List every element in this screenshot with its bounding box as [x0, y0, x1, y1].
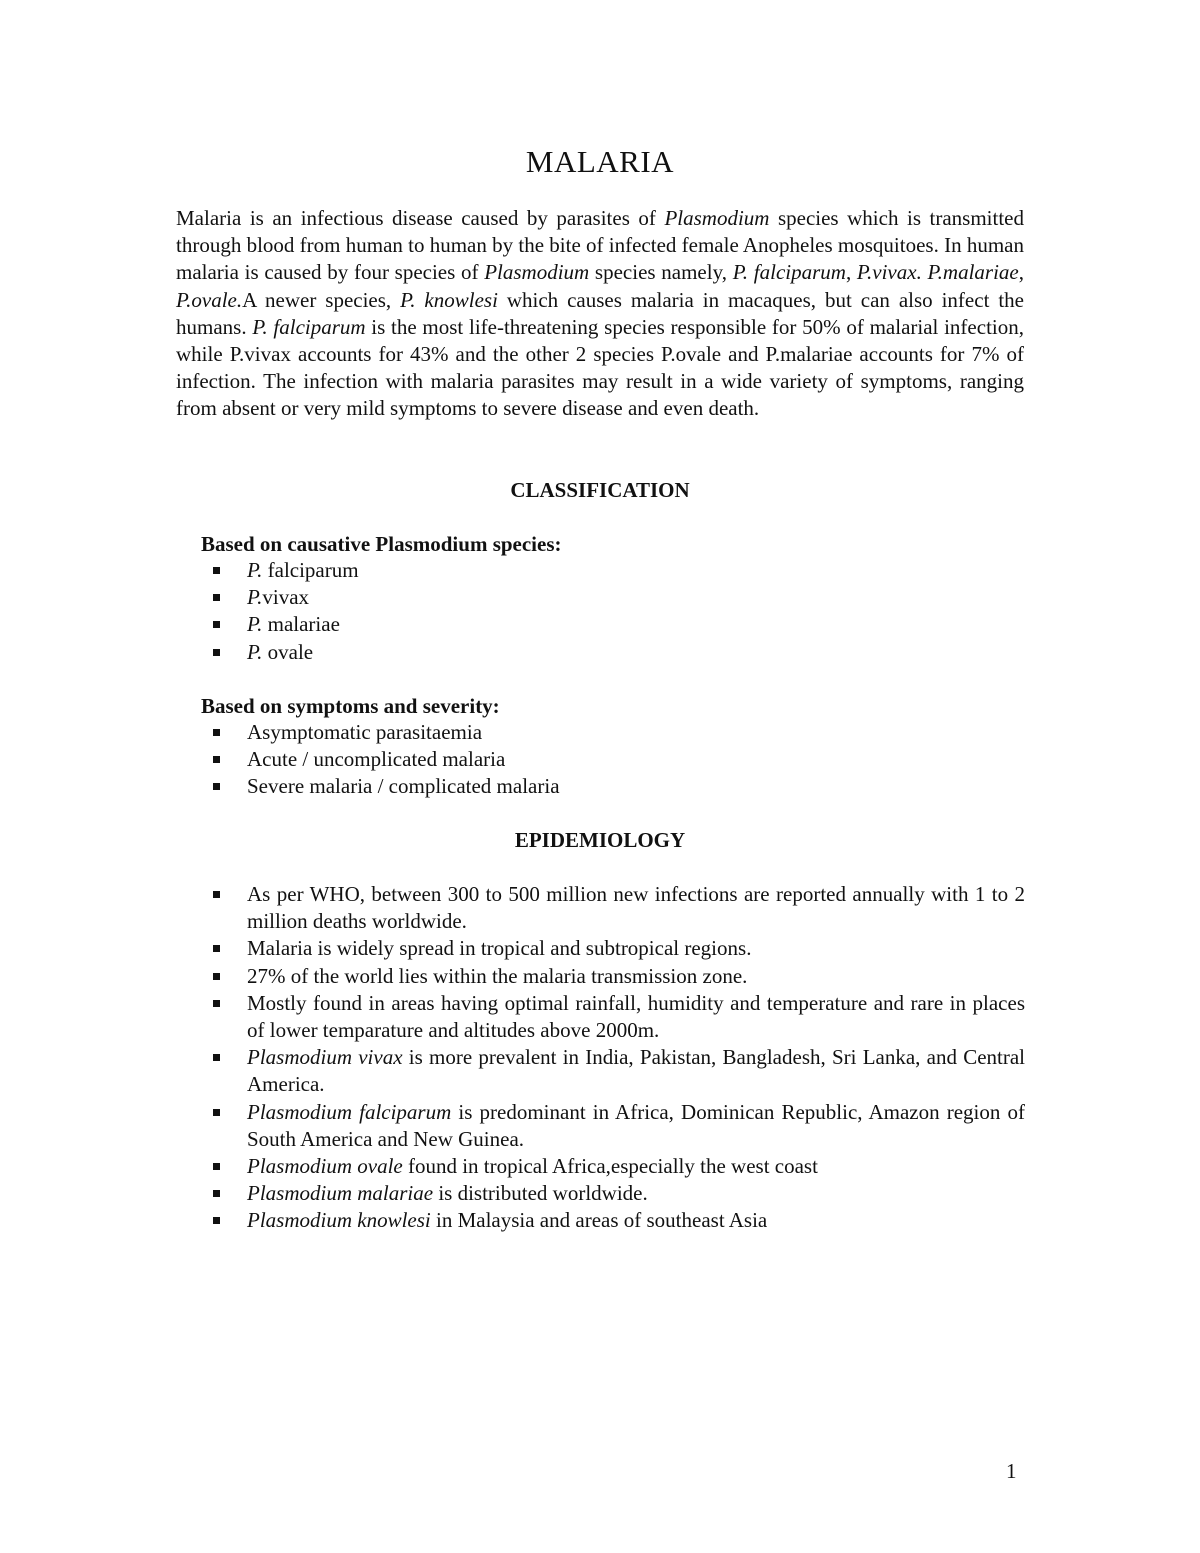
species-name: falciparum: [262, 558, 359, 582]
intro-italic: P. falciparum: [732, 260, 846, 285]
list-item: [201, 935, 1025, 962]
epi-text: is more prevalent in India, Pakistan, Bangladesh, Sri Lanka, and Central America.: [247, 1045, 1026, 1097]
epi-italic: Plasmodium vivax: [247, 1045, 403, 1070]
epi-italic: Plasmodium knowlesi: [247, 1208, 431, 1233]
list-item: [201, 1207, 1025, 1234]
epi-text: Mostly found in areas having optimal rainfall, humidity and temperature and rare in places of lower temparature and altitudes above 2000m.: [247, 990, 1025, 1043]
intro-text: ,: [845, 260, 857, 285]
square-bullet-icon: [213, 594, 220, 601]
list-item: [201, 584, 1025, 611]
epi-text: 27% of the world lies within the malaria transmission zone.: [247, 963, 748, 988]
square-bullet-icon: [213, 973, 220, 980]
intro-italic: Plasmodium: [484, 260, 590, 285]
intro-paragraph: [176, 205, 1024, 423]
intro-italic: Plasmodium: [664, 206, 770, 230]
intro-italic: P.ovale.: [176, 287, 243, 312]
list-item: [201, 963, 1025, 990]
intro-italic: P.vivax. P.malariae: [856, 260, 1019, 285]
list-item: [201, 773, 1025, 800]
list-item: [201, 881, 1025, 935]
intro-text: is the most life-threatening species responsible for 50% of malarial infection, while P.vivax accounts for 43% and the other 2 species P.ovale and P.malariae accounts for 7% of infection. The infection with malaria parasites may result in a wide variety of symptoms, ranging from absent or very mild symptoms to severe disease and even death.: [176, 314, 1024, 421]
species-name: vivax: [262, 585, 310, 610]
species-subheading: Based on causative Plasmodium species:: [201, 532, 562, 556]
square-bullet-icon: [213, 945, 220, 952]
list-item: [201, 611, 1025, 638]
intro-text: which causes malaria in macaques, but can also infect the humans.: [176, 287, 1024, 339]
epi-italic: Plasmodium ovale: [247, 1154, 403, 1179]
epi-text: is distributed worldwide.: [433, 1181, 648, 1206]
epi-text: As per WHO, between 300 to 500 million new infections are reported annually with 1 to 2 million deaths worldwide.: [247, 882, 1025, 934]
list-item: [201, 746, 1025, 773]
epi-text: is predominant in Africa, Dominican Republic, Amazon region of South America and New Guinea.: [247, 1099, 1025, 1151]
severity-item-text: Acute / uncomplicated malaria: [247, 747, 506, 772]
square-bullet-icon: [213, 621, 220, 628]
square-bullet-icon: [213, 783, 220, 790]
species-name: malariae: [262, 612, 340, 637]
intro-italic: P. falciparum: [252, 314, 366, 339]
list-item: [201, 557, 1025, 584]
square-bullet-icon: [213, 649, 220, 656]
intro-text: A newer species,: [242, 287, 401, 312]
square-bullet-icon: [213, 1217, 220, 1224]
severity-item-text: Asymptomatic parasitaemia: [247, 720, 483, 744]
square-bullet-icon: [213, 1190, 220, 1197]
epi-italic: Plasmodium falciparum: [247, 1099, 452, 1124]
severity-list: [201, 719, 1025, 801]
species-genus: P.: [247, 585, 263, 610]
square-bullet-icon: [213, 567, 220, 574]
page-number: 1: [1006, 1459, 1017, 1483]
list-item: [201, 1099, 1025, 1153]
epidemiology-heading: EPIDEMIOLOGY: [514, 828, 686, 852]
species-name: ovale: [262, 639, 314, 664]
list-item: [201, 1153, 1025, 1180]
square-bullet-icon: [213, 729, 220, 736]
square-bullet-icon: [213, 1054, 220, 1061]
square-bullet-icon: [213, 756, 220, 763]
epi-text: Malaria is widely spread in tropical and subtropical regions.: [247, 936, 752, 961]
list-item: [201, 1180, 1025, 1207]
epidemiology-list: [201, 881, 1025, 1235]
intro-text: ,: [1018, 260, 1024, 285]
square-bullet-icon: [213, 891, 220, 898]
species-list: [201, 557, 1025, 666]
square-bullet-icon: [213, 1163, 220, 1170]
severity-subheading: Based on symptoms and severity:: [201, 694, 500, 718]
intro-text: Malaria is an infectious disease caused by parasites of: [176, 206, 665, 230]
species-genus: P.: [247, 639, 263, 664]
list-item: [201, 639, 1025, 666]
square-bullet-icon: [213, 1109, 220, 1116]
epi-italic: Plasmodium malariae: [247, 1181, 434, 1206]
epi-text: in Malaysia and areas of southeast Asia: [430, 1208, 768, 1233]
epi-text: found in tropical Africa,especially the west coast: [402, 1154, 818, 1179]
severity-item-text: Severe malaria / complicated malaria: [247, 774, 560, 799]
list-item: [201, 990, 1025, 1044]
species-genus: P.: [247, 612, 263, 637]
intro-italic: P. knowlesi: [400, 287, 498, 312]
classification-heading: CLASSIFICATION: [510, 478, 690, 502]
document-title: MALARIA: [525, 144, 675, 179]
square-bullet-icon: [213, 1000, 220, 1007]
list-item: [201, 719, 1025, 746]
list-item: [201, 1044, 1025, 1098]
intro-text: species which is transmitted through blood from human to human by the bite of infected female Anopheles mosquitoes. In human malaria is caused by four species of: [176, 206, 1024, 285]
intro-text: species namely,: [589, 260, 733, 285]
species-genus: P.: [247, 558, 263, 582]
